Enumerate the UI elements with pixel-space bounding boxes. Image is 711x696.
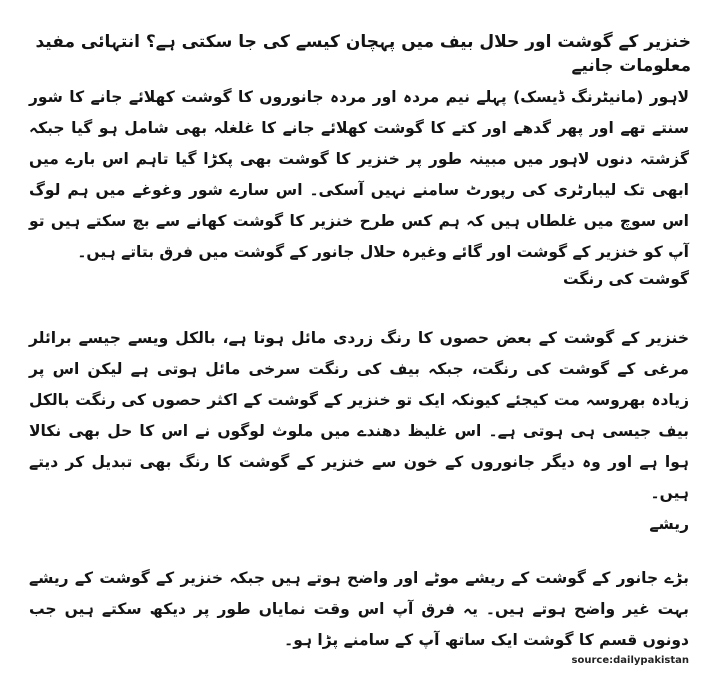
section-heading-color: گوشت کی رنگت — [562, 270, 689, 288]
section-text-color: خنزیر کے گوشت کے بعض حصوں کا رنگ زردی مائل ہوتا ہے، بالکل ویسے جیسے برائلر مرغی کے گوشت کی رنگت، جبکہ بیف کی رنگت سرخی مائل ہوتی ہے لیکن اس پر زیادہ بھروسہ مت کیجئے کیونکہ ایک تو خنزیر کے گوشت کے اکثر حصوں کی رنگت بالکل بیف جیسی ہی ہوتی ہے۔ اس غلیظ دھندے میں ملوث لوگوں نے اس کا حل بھی نکالا ہوا ہے اور وہ دیگر جانوروں کے خون سے خنزیر کے گوشت کا رنگ بھی تبدیل کر دیتے ہیں۔ — [29, 329, 689, 502]
source-credit: source:dailypakistan — [571, 655, 689, 666]
intro-paragraph: لاہور (مانیٹرنگ ڈیسک) پہلے نیم مردہ اور مردہ جانوروں کا گوشت کھلائے جانے کا شور سنتے تھے اور پھر گدھے اور کتے کا گوشت کھلائے جانے کا غلغلہ بھی شامل ہو گیا جبکہ گزشتہ دنوں لاہور میں مبینہ طور پر خنزیر کا گوشت بھی پکڑا گیا تاہم اس بارے میں ابھی تک لیبارٹری کی رپورٹ سامنے نہیں آسکی۔ اس سارے شور وغوغے میں ہم لوگ اس سوچ میں غلطاں ہیں کہ ہم کس طرح خنزیر کا گوشت کھانے سے بچ سکتے ہیں تو آپ کو خنزیر کے گوشت اور گائے وغیرہ حلال جانور کے گوشت میں فرق بتاتے ہیں۔ — [29, 88, 689, 261]
article-title: خنزیر کے گوشت اور حلال بیف میں پہچان کیسے کی جا سکتی ہے؟ انتہائی مفید معلومات جانیے — [35, 32, 691, 76]
section-heading-fiber: ریشے — [649, 515, 689, 533]
section-text-fiber: بڑے جانور کے گوشت کے ریشے موٹے اور واضح ہوتے ہیں جبکہ خنزیر کے گوشت کے ریشے بہت غیر واضح ہوتے ہیں۔ یہ فرق آپ اس وقت نمایاں طور پر دیکھ سکتے ہیں جب دونوں قسم کا گوشت ایک ساتھ آپ کے سامنے پڑا ہو۔ — [29, 569, 689, 649]
